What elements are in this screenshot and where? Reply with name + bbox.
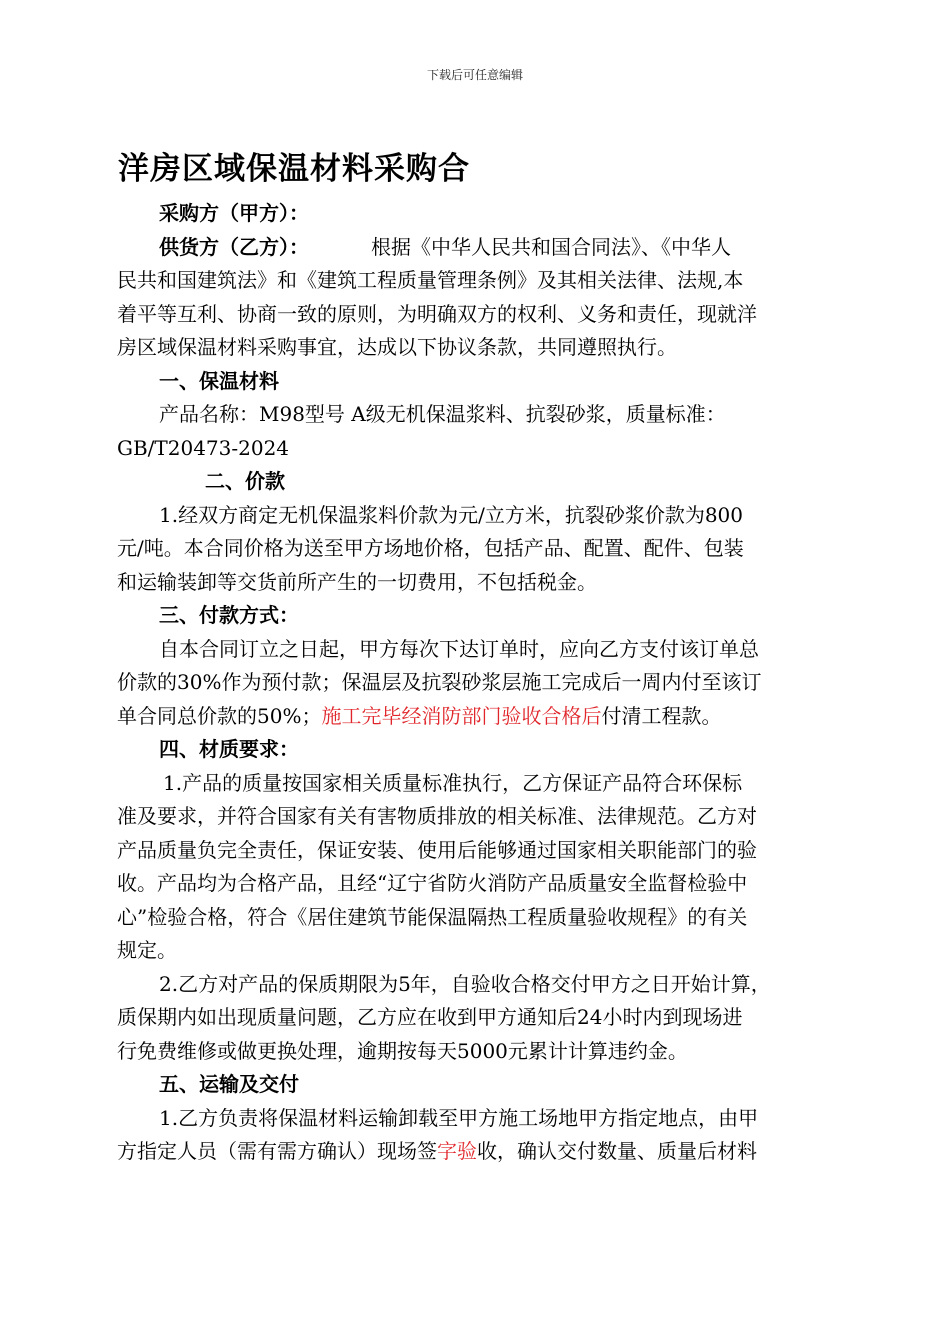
paragraph-line: 元/吨。本合同价格为送至甲方场地价格，包括产品、配置、配件、包装	[117, 536, 744, 560]
intro-line-4: 房区域保温材料采购事宜，达成以下协议条款，共同遵照执行。	[117, 335, 677, 359]
paragraph-line	[117, 700, 835, 734]
paragraph-line: 1.经双方商定无机保温浆料价款为元/立方米，抗裂砂浆价款为800	[159, 502, 743, 527]
paragraph-line: 自本合同订立之日起，甲方每次下达订单时，应向乙方支付该订单总	[159, 636, 759, 661]
section-heading: 一、保温材料	[159, 368, 279, 393]
paragraph-line	[117, 1135, 835, 1169]
paragraph-line: 产品质量负完全责任，保证安装、使用后能够通过国家相关职能部门的验	[117, 837, 757, 862]
intro-line-3: 着平等互利、协商一致的原则，为明确双方的权利、义务和责任，现就洋	[117, 301, 757, 326]
section-heading: 二、价款	[205, 469, 285, 493]
paragraph-line: 产品名称：M98型号 A级无机保温浆料、抗裂砂浆，质量标准：	[159, 402, 726, 426]
section-heading: 五、运输及交付	[159, 1072, 299, 1096]
page-title: 洋房区域保温材料采购合	[118, 151, 470, 187]
paragraph-line: 质保期内如出现质量问题，乙方应在收到甲方通知后24小时内到现场进	[117, 1005, 743, 1029]
intro-text-1: 根据《中华人民共和国合同法》、《中华人	[371, 234, 731, 259]
section-heading: 四、材质要求：	[159, 737, 299, 761]
paragraph-line: 行免费维修或做更换处理，逾期按每天5000元累计计算违约金。	[117, 1038, 688, 1063]
header-note: 下载后可任意编辑	[426, 68, 523, 82]
highlighted-text: 施工完毕经消防部门验收合格后	[321, 703, 602, 728]
paragraph-line: 和运输装卸等交货前所产生的一切费用，不包括税金。	[117, 569, 597, 594]
paragraph-line: 准及要求，并符合国家有关有害物质排放的相关标准、法律规范。乙方对	[117, 804, 757, 828]
text-span: 付清工程款。	[601, 703, 722, 728]
buyer-label: 采购方（甲方）：	[159, 201, 309, 225]
paragraph-line: 心”检验合格，符合《居住建筑节能保温隔热工程质量验收规程》的有关	[117, 904, 748, 929]
text-span: 收，确认交付数量、质量后材料	[477, 1139, 757, 1163]
paragraph-line: 价款的30%作为预付款；保温层及抗裂砂浆层施工完成后一周内付至该订	[117, 670, 762, 694]
paragraph-line: GB/T20473-2024	[117, 435, 290, 460]
document-body	[117, 197, 835, 1169]
intro-line-2: 民共和国建筑法》和《建筑工程质量管理条例》及其相关法律、法规,本	[117, 268, 744, 292]
paragraph-line: 2.乙方对产品的保质期限为5年，自验收合格交付甲方之日开始计算，	[159, 971, 771, 996]
paragraph-line: 收。产品均为合格产品，且经“辽宁省防火消防产品质量安全监督检验中	[117, 871, 748, 895]
paragraph-line: 规定。	[117, 938, 177, 962]
paragraph-line: 1.产品的质量按国家相关质量标准执行，乙方保证产品符合环保标	[163, 770, 743, 795]
text-span: 方指定人员（需有需方确认）现场签	[117, 1139, 437, 1163]
highlighted-text: 字验	[437, 1139, 477, 1163]
text-span: 单合同总价款的50%；	[117, 703, 322, 728]
section-heading: 三、付款方式：	[159, 603, 299, 627]
paragraph-line: 1.乙方负责将保温材料运输卸载至甲方施工场地甲方指定地点，由甲	[159, 1105, 759, 1130]
intro-line-1	[117, 231, 835, 265]
supplier-label: 供货方（乙方）：	[159, 234, 309, 259]
